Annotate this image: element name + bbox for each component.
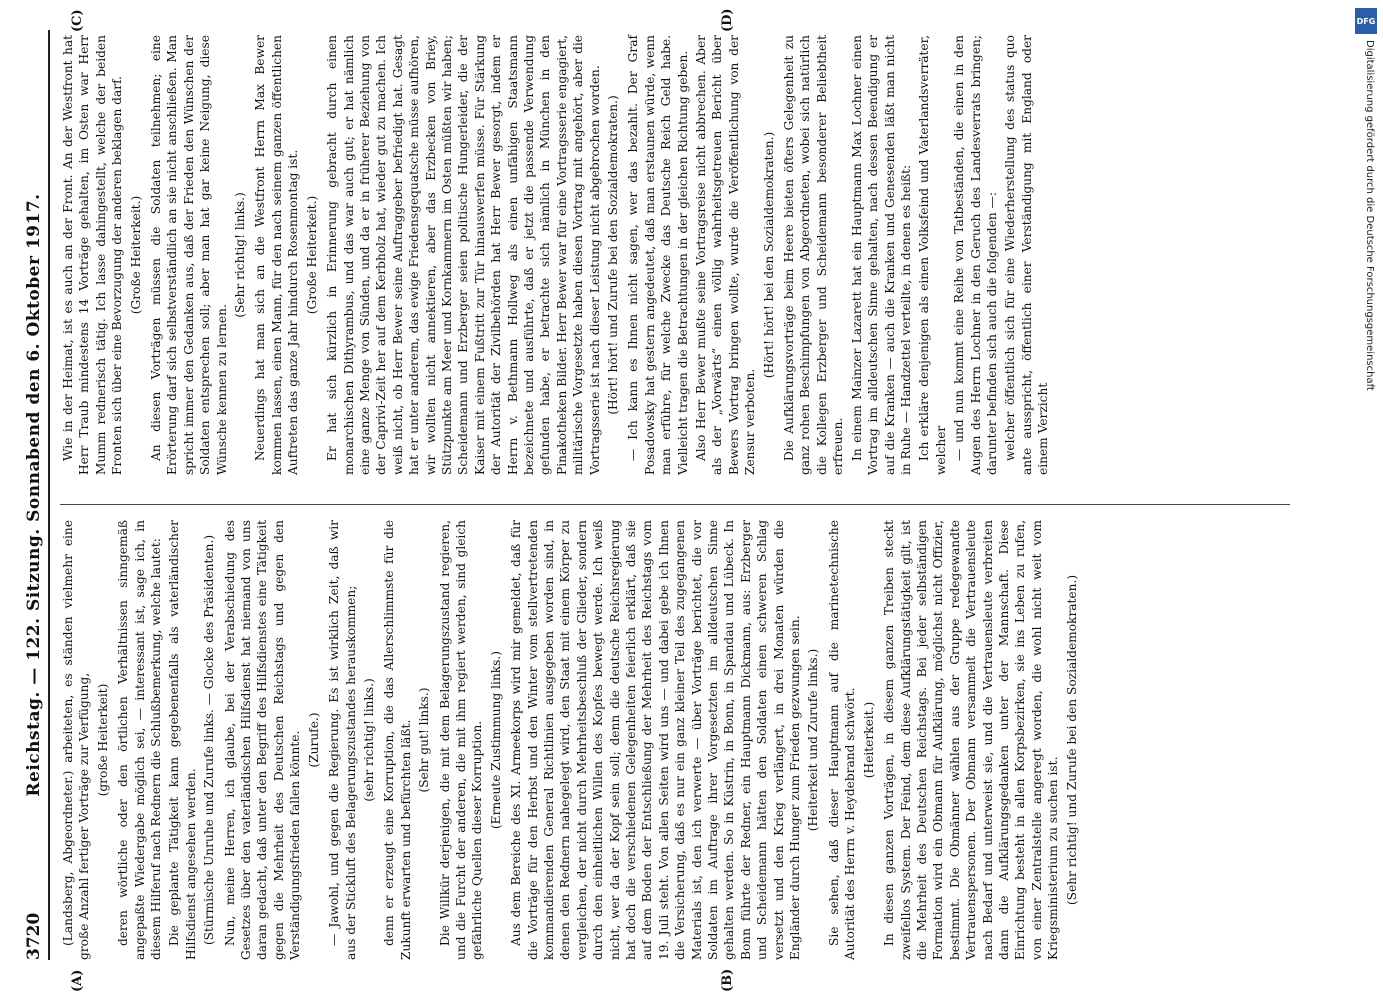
paragraph: deren wörtliche oder den örtlichen Verhältnissen sinngemäß angepaßte Wiedergabe möglich sei, — interessant ist, sage ich, in diesem Hilferuf nach Rednern die Schlußbemerkung, welche lautet: <box>116 520 164 960</box>
paragraph: (Sehr richtig! links.) <box>233 192 248 318</box>
page-header <box>22 30 50 960</box>
margin-marker-d: (D) <box>720 8 735 32</box>
paragraph: (Heiterkeit und Zurufe links.) <box>806 648 821 832</box>
paragraph: denn er erzeugt eine Korruption, die das Allerschlimmste für die Zukunft erwarten und befürchten läßt. <box>382 520 413 960</box>
paragraph: (Große Heiterkeit.) <box>128 195 143 315</box>
paragraph: (Sehr gut! links.) <box>417 687 432 793</box>
paragraph: (Erneute Zustimmung links.) <box>488 650 503 830</box>
page-number: 3720 <box>24 912 44 960</box>
margin-marker-a: (A) <box>70 969 85 992</box>
paragraph: Neuerdings hat man sich an die Westfront Herrn Max Bewer kommen lassen, einen Mann, für den nach seinem ganzen öffentlichen Auftreten das ganze Jahr hindurch Rosenmontag ist. <box>253 35 301 475</box>
paragraph: Ich erkläre denjenigen als einen Volksfeind und Vaterlandsverräter, welcher <box>917 35 948 475</box>
paragraph: (sehr richtig! links.) <box>361 678 376 802</box>
paragraph: — und nun kommt eine Reihe von Tatbeständen, die einen in den Augen des Herrn Lochner in den Geruch des Landesverrats bringen; darunter befinden sich auch die folgenden —: <box>952 35 999 475</box>
page-title: Reichstag. — 122. Sitzung. Sonnabend den 6. Oktober 1917. <box>24 193 44 797</box>
left-column <box>60 520 1084 960</box>
right-column <box>60 35 1054 475</box>
paragraph: (Stürmische Unruhe und Zurufe links. — Glocke des Präsidenten.) <box>202 534 217 946</box>
paragraph: (Zurufe.) <box>306 712 321 768</box>
margin-marker-c: (C) <box>70 9 85 32</box>
paragraph: An diesen Vorträgen müssen die Soldaten teilnehmen; eine Erörterung darf sich selbstverständlich an sie nicht anschließen. Man spricht immer den Gedanken aus, daß der Frieden den Wünschen der Soldaten entsprechen soll; aber man hat gar keine Neigung, diese Wünsche kennen zu lernen. <box>149 35 229 475</box>
paragraph: Die Aufklärungsvorträge beim Heere bieten öfters Gelegenheit zu ganz rohen Beschimpfungen von Abgeordneten, wobei sich natürlich die Kollegen Erzberger und Scheidemann besonderer Beliebtheit erfreuen. <box>782 35 846 475</box>
paragraph: Also Herr Bewer mußte seine Vortragsreise nicht abbrechen. Aber als der „Vorwärts“ einen völlig wahrheitsgetreuen Bericht über Bewers Vortrag bringen wollte, wurde die Veröffentlichung von der Zensur verboten. <box>694 35 758 475</box>
paragraph: (Hört! hört! und Zurufe bei den Sozialdemokraten.) <box>606 95 620 415</box>
paragraph: Sie sehen, daß dieser Hauptmann auf die marinetechnische Autorität des Herrn v. Heydebrand schwört. <box>826 520 858 960</box>
paragraph: Die geplante Tätigkeit kann gegebenenfalls als vaterländischer Hilfsdienst angesehen werden. <box>167 520 198 960</box>
paragraph: (Große Heiterkeit.) <box>304 195 319 315</box>
column-divider <box>60 504 1290 505</box>
paragraph: In diesen ganzen Vorträgen, in diesem ganzen Treiben steckt zweifellos System. Der Feind, dem diese Aufklärungstätigkeit gilt, ist die Mehrheit des Deutschen Reichstags. Bei jeder selbständigen Formation wird ein Obmann für Aufklärung, möglichst nicht Offizier, bestimmt. Die Obmänner wählen aus der Gruppe redegewandte Vertrauenspersonen. Der Obmann versammelt die Vertrauensleute nach Bedarf und unterweist sie, und die Vertrauensleute verbreiten dann die Aufklärungsgedanken unter der Mannschaft. Diese Einrichtung besteht in allen Korpsbezirken, sie ins Leben zu rufen, von einer Zentralstelle angeregt worden, die wohl nicht weit vom Kriegsministerium zu suchen ist. <box>882 520 1061 960</box>
paragraph: Die Willkür derjenigen, die mit dem Belagerungszustand regieren, und die Furcht der anderen, die mit ihm regiert werden, sind gleich gefährliche Quellen dieser Korruption. <box>437 520 485 960</box>
paragraph: (Hört! hört! bei den Sozialdemokraten.) <box>761 131 776 379</box>
dfg-logo: DFG <box>1355 8 1377 34</box>
paragraph: Aus dem Bereiche des XI. Armeekorps wird mir gemeldet, daß für die Vorträge für den Herbst und den Winter vom stellvertretenden kommandierenden General Richtlinien ausgegeben worden sind, in denen den Rednern nahegelegt wird, den Staat mit einem Körper zu vergleichen, der nicht durch Mehrheitsbeschluß der Glieder, sondern durch den einheitlichen Willen des Kopfes bewegt werde. Ich weiß nicht, wer da der Kopf sein soll; denn die deutsche Reichsregierung hat doch die verschiedenen Gelegenheiten feierlich erklärt, daß sie auf dem Boden der Entschließung der Mehrheit des Reichstags vom 19. Juli steht. Von allen Seiten wird uns — und dabei gebe ich Ihnen die Versicherung, daß es nur ein ganz kleiner Teil des zugegangenen Materials ist, den ich verwerte — über Vorträge berichtet, die vor Soldaten im Auftrage ihrer Vorgesetzten im alldeutschen Sinne gehalten werden. So in Küstrin, in Bonn, in Spandau und Lübeck. In Bonn führte der Redner, ein Hauptmann Dickmann, aus: Erzberger und Scheidemann hätten den Soldaten einen schweren Schlag versetzt und den Krieg verlängert, in drei Monaten würden die Engländer durch Hunger zum Frieden gezwungen sein. <box>509 520 803 960</box>
paragraph: In einem Mainzer Lazarett hat ein Hauptmann Max Lochner einen Vortrag im alldeutschen Sinne gehalten, nach dessen Beendigung er auf die Kranken — auch die Kranken und Genesenden läßt man nicht in Ruhe — Handzettel verteilte, in denen es heißt: <box>849 35 913 475</box>
paragraph: (große Heiterkeit) <box>95 683 110 797</box>
paragraph: Wie in der Heimat, ist es auch an der Front. An der Westfront hat Herr Traub mindestens 14 Vorträge gehalten, im Osten war Herr Mumm rednerisch tätig. Ich lasse dahingestellt, welche der beiden Fronten sich über eine Bevorzugung der anderen beklagen darf. <box>61 35 125 475</box>
side-credit-text: Digitalisierung gefördert durch die Deutsche Forschungsgemeinschaft <box>1364 40 1375 391</box>
paragraph: — Ich kann es Ihnen nicht sagen, wer das bezahlt. Der Graf Posadowsky hat gestern angedeutet, daß man erstaunen würde, wenn man erführe, für welche Zwecke das Deutsche Reich Geld habe. Vielleicht tragen die Betrachtungen in der gleichen Richtung geben. <box>626 35 690 475</box>
paragraph: (Heiterkeit.) <box>861 701 876 779</box>
paragraph: Nun, meine Herren, ich glaube, bei der Verabschiedung des Gesetzes über den vaterländischen Hilfsdienst hat niemand von uns daran gedacht, daß unter den Begriff des Hilfsdienstes eine Tätigkeit gegen die Mehrheit des Deutschen Reichstags und gegen den Verständigungsfrieden fallen könnte. <box>222 520 303 960</box>
paragraph: Er hat sich kürzlich in Erinnerung gebracht durch einen monarchischen Dithyrambus, und das war auch gut; er hat nämlich eine ganze Menge von Sünden, und da er in früherer Beziehung von der Caprivi-Zeit her auf dem Kerbholz hat, wieder gut zu machen. Ich weiß nicht, ob Herr Bewer seine Auftraggeber befriedigt hat. Gesagt hat er unter anderem, das ewige Friedensgequatsche müsse aufhören, wir wollten nicht annektieren, aber das Erzbecken von Briey, Stützpunkte am Meer und Kornkammern im Osten müßten wir haben; Scheidemann und Erzberger seien politische Hungerleider, die der Kaiser mit einem Fußtritt zur Tür hinauswerfen müsse. Für Stärkung der Autorität der Zivilbehörden hat Herr Bewer gesorgt, indem er Herrn v. Bethmann Hollweg als einen unfähigen Staatsmann bezeichnete und ausführte, daß er jetzt die passende Verwendung gefunden habe, er betrachte sich nämlich in München in den Pinakotheken Bilder. Herr Bewer war für eine Vortragsserie engagiert, militärische Vorgesetzte haben diesen Vortrag mit angehört, aber die Vortragsserie ist nach dieser Leistung nicht abgebrochen worden. <box>325 35 602 475</box>
margin-marker-b: (B) <box>720 968 735 992</box>
paragraph: welcher öffentlich sich für eine Wiederherstellung des status quo ante ausspricht, öffentlich einer Verständigung mit England oder einem Verzicht <box>1003 35 1051 475</box>
paragraph: — Jawohl, und gegen die Regierung. Es ist wirklich Zeit, daß wir aus der Stickluft des Belagerungszustandes herauskommen; <box>327 520 358 960</box>
paragraph: (Sehr richtig! und Zurufe bei den Sozialdemokraten.) <box>1064 574 1079 906</box>
side-credit <box>1357 40 1375 980</box>
paragraph: (Landsberg, Abgeordneter.) arbeiteten, es ständen vielmehr eine große Anzahl fertiger Vorträge zur Verfügung, <box>61 520 92 960</box>
